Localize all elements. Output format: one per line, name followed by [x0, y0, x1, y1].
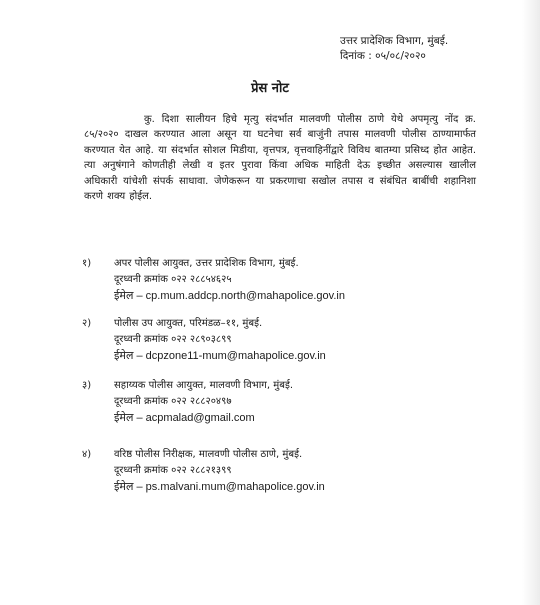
contact-number: ३) — [82, 380, 92, 391]
document-title: प्रेस नोट — [251, 81, 289, 96]
contact-designation: पोलीस उप आयुक्त, परिमंडळ–११, मुंबई. — [114, 318, 263, 329]
document-header — [340, 34, 530, 64]
contact-email: ईमेल – acpmalad@gmail.com — [114, 412, 255, 424]
contact-number: २) — [82, 318, 92, 329]
contact-number: ४) — [82, 449, 92, 460]
contact-block — [82, 378, 444, 426]
contact-designation: वरिष्ठ पोलीस निरीक्षक, मालवणी पोलीस ठाणे, मुंबई. — [114, 449, 303, 460]
contact-email: ईमेल – dcpzone11-mum@mahapolice.gov.in — [114, 350, 326, 362]
contact-designation: सहाय्यक पोलीस आयुक्त, मालवणी विभाग, मुंबई. — [114, 380, 294, 391]
contact-email: ईमेल – cp.mum.addcp.north@mahapolice.gov.in — [114, 290, 345, 302]
contact-email: ईमेल – ps.malvani.mum@mahapolice.gov.in — [114, 481, 325, 493]
contact-phone: दूरध्वनी क्रमांक ०२२ २८९०३८९९ — [114, 334, 232, 345]
scan-edge-shadow — [522, 0, 540, 605]
contact-phone: दूरध्वनी क्रमांक ०२२ २८८५४६२५ — [114, 274, 232, 285]
contact-block — [82, 447, 444, 495]
document-date: दिनांक : ०५/०८/२०२० — [340, 50, 426, 62]
contact-number: १) — [82, 258, 92, 269]
contact-phone: दूरध्वनी क्रमांक ०२२ २८८२१३९९ — [114, 465, 232, 476]
contact-block — [82, 256, 444, 304]
office-name: उत्तर प्रादेशिक विभाग, मुंबई. — [340, 35, 449, 47]
contact-phone: दूरध्वनी क्रमांक ०२२ २८८२०४९७ — [114, 396, 232, 407]
contact-block — [82, 316, 444, 364]
press-note-paragraph: कु. दिशा सालीयन हिचे मृत्यु संदर्भात मालवणी पोलीस ठाणे येथे अपमृत्यु नोंद क्र. ८५/२०२० दाखल करण्यात आला असून या घटनेचा सर्व बाजुंनी तपास मालवणी पोलीस ठाण्यामार्फत करण्यात येत आहे. या संदर्भात सोशल मिडीया, वृत्तपत्र, वृत्तवाहिनींद्वारे विविध बातम्या प्रसिध्द होत आहेत. त्या अनुषंगाने कोणतीही लेखी व इतर पुरावा किंवा अधिक माहिती देऊ इच्छीत असल्यास खालील अधिकारी यांचेशी संपर्क साधावा. जेणेकरून या प्रकरणाचा सखोल तपास व संबंधित बाबींची शहानिशा करणे शक्य होईल. — [84, 114, 476, 203]
contact-designation: अपर पोलीस आयुक्त, उत्तर प्रादेशिक विभाग, मुंबई. — [114, 258, 299, 269]
